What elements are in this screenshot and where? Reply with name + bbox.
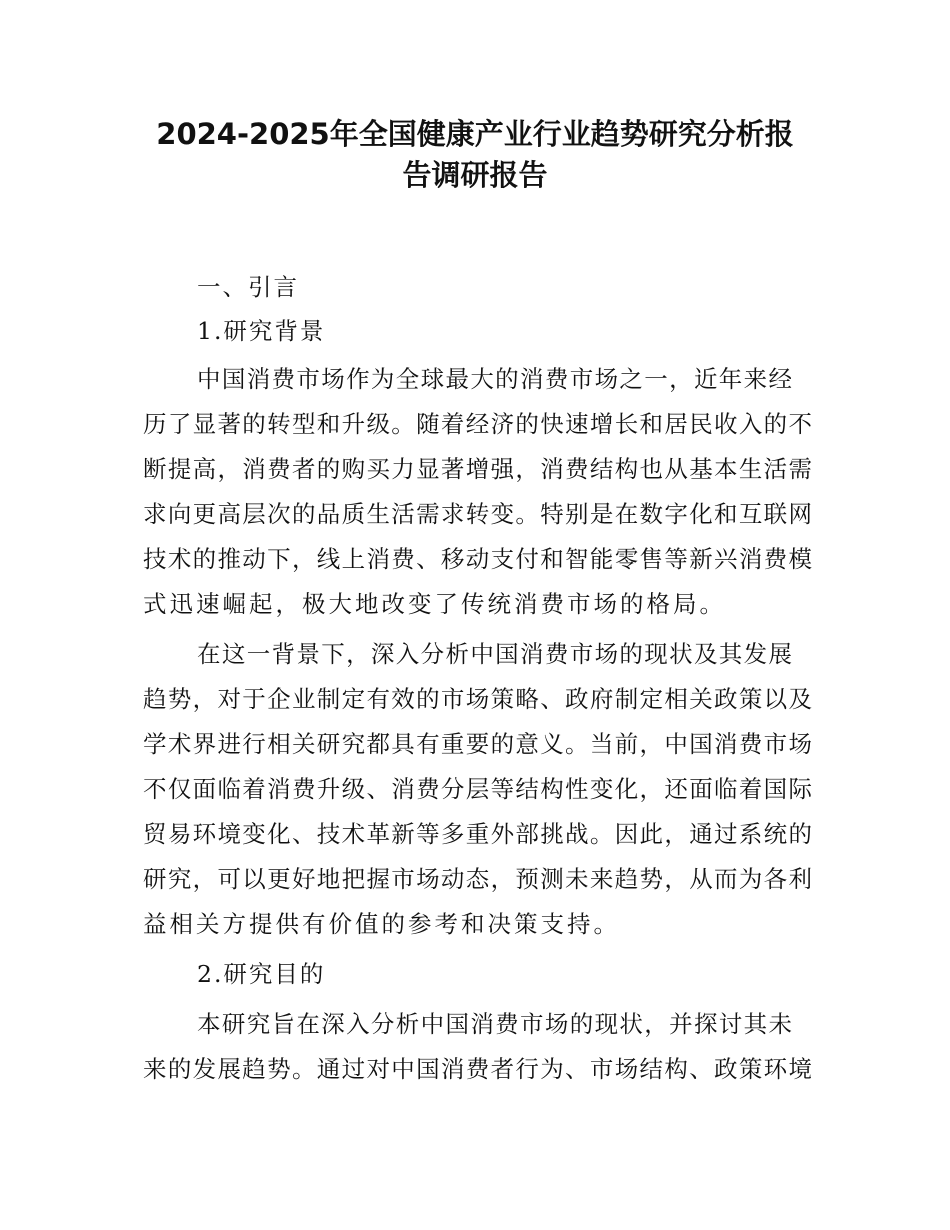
paragraph-line: 贸易环境变化、技术革新等多重外部挑战。因此，通过系统的: [143, 820, 813, 848]
subsection-heading-background: 1.研究背景: [197, 317, 326, 345]
document-title-line-2: 告调研报告: [402, 158, 548, 192]
paragraph-line: 历了显著的转型和升级。随着经济的快速增长和居民收入的不: [143, 410, 813, 438]
document-title-line-1: 2024-2025年全国健康产业行业趋势研究分析报: [156, 117, 794, 151]
paragraph-line: 不仅面临着消费升级、消费分层等结构性变化，还面临着国际: [143, 775, 813, 803]
paragraph-line: 本研究旨在深入分析中国消费市场的现状，并探讨其未: [197, 1010, 793, 1038]
paragraph-line: 益相关方提供有价值的参考和决策支持。: [143, 910, 620, 938]
paragraph-line: 来的发展趋势。通过对中国消费者行为、市场结构、政策环境: [143, 1055, 813, 1083]
paragraph-line: 断提高，消费者的购买力显著增强，消费结构也从基本生活需: [143, 455, 813, 483]
paragraph-line: 式迅速崛起，极大地改变了传统消费市场的格局。: [143, 590, 726, 618]
paragraph-line: 趋势，对于企业制定有效的市场策略、政府制定相关政策以及: [143, 685, 813, 713]
paragraph-line: 在这一背景下，深入分析中国消费市场的现状及其发展: [197, 640, 793, 668]
paragraph-line: 研究，可以更好地把握市场动态，预测未来趋势，从而为各利: [143, 865, 813, 893]
paragraph-line: 学术界进行相关研究都具有重要的意义。当前，中国消费市场: [143, 730, 813, 758]
paragraph-line: 中国消费市场作为全球最大的消费市场之一，近年来经: [197, 365, 793, 393]
section-heading-introduction: 一、引言: [197, 273, 299, 301]
subsection-heading-purpose: 2.研究目的: [197, 960, 326, 988]
paragraph-line: 求向更高层次的品质生活需求转变。特别是在数字化和互联网: [143, 500, 813, 528]
paragraph-line: 技术的推动下，线上消费、移动支付和智能零售等新兴消费模: [143, 545, 813, 573]
